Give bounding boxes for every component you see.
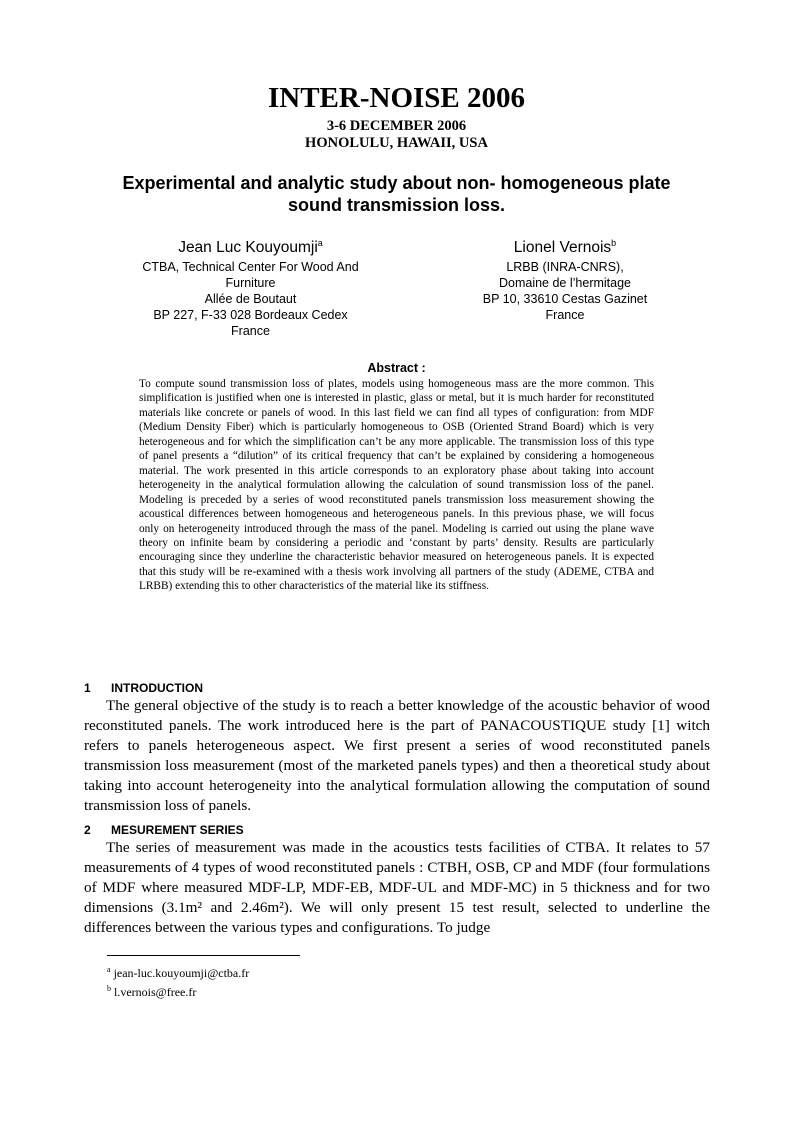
conference-location: HONOLULU, HAWAII, USA xyxy=(305,135,488,151)
conference-date: 3-6 DECEMBER 2006 xyxy=(326,118,467,134)
abstract-heading: Abstract : xyxy=(367,361,426,375)
author-name: Jean Luc Kouyoumji$^a$ xyxy=(178,238,323,257)
affiliation-line: CTBA, Technical Center For Wood And xyxy=(142,260,359,275)
affiliation-line: Furniture xyxy=(225,276,276,291)
paper-title: Experimental and analytic study about non- homogeneous plate sound transmission loss. xyxy=(122,173,671,215)
affiliation-line: France xyxy=(545,308,585,323)
author-mark: a xyxy=(317,238,323,248)
section-heading-introduction xyxy=(84,681,203,695)
author-name: Lionel Vernois$^b$ xyxy=(513,238,617,257)
footnote-mark: a xyxy=(107,965,111,974)
abstract-text: To compute sound transmission loss of plates, models using homogeneous mass are the more common. This simplification is justified when one is interested in plastic, glass or metal, but it is much harder for reconstituted materials like concrete or panels of wood. In this last field we can find all types of configuration: from MDF (Medium Density Fiber) which is particularly homogeneous to OSB (Oriented Strand Board) which is very heterogeneous and for which the simplification can’t be any more applicable. The transmission loss of this type of panel presents a “dilution” of its critical frequency that can’t be explained by considering a homogeneous material. The work presented in this article corresponds to an exploratory phase about taking into account heterogeneity in the analytical formulation allowing the calculation of sound transmission loss of the panel. Modeling is preceded by a series of wood reconstituted panels transmission loss measurement showing the acoustical differences between homogeneous and heterogeneous panels. In this previous phase, we will focus only on heterogeneity introduced through the mass of the panel. Modeling is carried out using the plane wave theory on infinite beam by considering a periodic and ‘constant by parts’ density. Results are particularly encouraging since they underline the characteristic behavior measured on heterogeneous panels. It is expected that this study will be re-examined with a thesis work involving all partners of the study (ADEME, CTBA and LRBB) extending this to other characteristics of the material like its stiffness. xyxy=(139,378,654,593)
section-title: INTRODUCTION xyxy=(111,681,203,695)
affiliation-line: Domaine de l’hermitage xyxy=(498,276,631,291)
conference-title: INTER-NOISE 2006 xyxy=(267,82,526,114)
section-body-measurement: The series of measurement was made in the acoustics tests facilities of CTBA. It relates to 57 measurements of 4 types of wood reconstituted panels : CTBH, OSB, CP and MDF (four formulations of MDF where measured MDF-LP, MDF-EB, MDF-UL and MDF-MC) in 5 thickness and for two dimensions (3.1m² and 2.46m²). We will only present 15 test result, selected to underline the differences between the various types and configurations. To judge xyxy=(84,839,710,936)
author-block-b xyxy=(460,232,670,323)
affiliation-line: France xyxy=(231,324,270,339)
footnote-email: l.vernois@free.fr xyxy=(114,985,197,999)
affiliation-line: LRBB (INRA-CNRS), xyxy=(506,260,624,275)
author-mark: b xyxy=(611,238,617,248)
affiliation-line: Allée de Boutaut xyxy=(204,292,297,307)
affiliation-line: BP 10, 33610 Cestas Gazinet xyxy=(482,292,648,307)
footnote xyxy=(107,962,249,981)
footnotes xyxy=(107,962,249,1000)
affiliation-line: BP 227, F-33 028 Bordeaux Cedex xyxy=(153,308,348,323)
footnote-mark: b xyxy=(107,984,111,993)
footnote-email: jean-luc.kouyoumji@ctba.fr xyxy=(113,966,250,980)
section-body-introduction: The general objective of the study is to reach a better knowledge of the acoustic behavior of wood reconstituted panels. The work introduced here is the part of PANACOUSTIQUE study [1] witch refers to panels heterogeneous aspect. We first present a series of wood reconstituted panels transmission loss measurement (most of the marketed panels types) and then a theoretical study about taking into account heterogeneity into the analytical formulation allowing the computation of sound transmission loss of panels. xyxy=(84,697,710,814)
section-number: 1 xyxy=(84,681,91,695)
footnote-divider xyxy=(107,955,300,956)
section-number: 2 xyxy=(84,823,91,837)
author-block-a xyxy=(118,232,383,339)
footnote xyxy=(107,981,249,1000)
section-heading-measurement xyxy=(84,823,244,837)
section-title: MESUREMENT SERIES xyxy=(111,823,244,837)
